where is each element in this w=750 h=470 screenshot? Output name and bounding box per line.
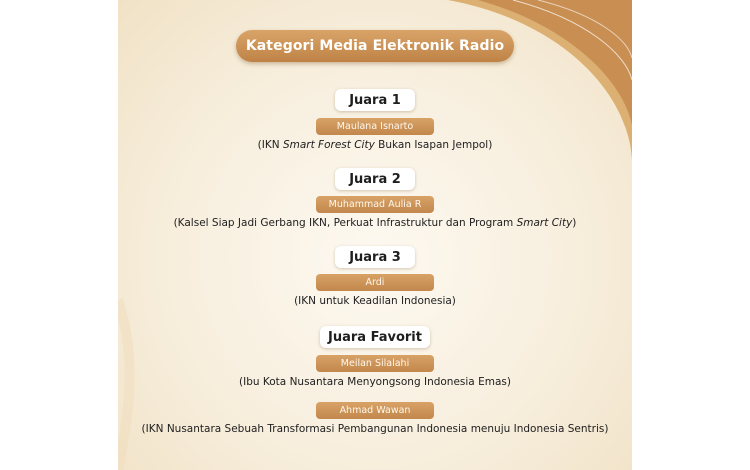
rank-badge-juara-1: Juara 1 — [335, 89, 415, 111]
winner-name-juara-2: Muhammad Aulia R — [316, 196, 434, 213]
rank-badge-juara-2: Juara 2 — [335, 168, 415, 190]
award-poster — [118, 0, 632, 470]
winner-name-favorit-1: Meilan Silalahi — [316, 355, 434, 372]
winner-name-juara-3: Ardi — [316, 274, 434, 291]
work-title-favorit-1: (Ibu Kota Nusantara Menyongsong Indonesia Emas) — [239, 376, 511, 388]
rank-badge-juara-favorit: Juara Favorit — [320, 326, 430, 348]
work-title-juara-1: (IKN Smart Forest City Bukan Isapan Jempol) — [257, 139, 493, 151]
winner-name-juara-1: Maulana Isnarto — [316, 118, 434, 135]
work-title-favorit-2: (IKN Nusantara Sebuah Transformasi Pembangunan Indonesia menuju Indonesia Sentris) — [141, 423, 609, 435]
category-title: Kategori Media Elektronik Radio — [236, 30, 514, 62]
work-title-juara-3: (IKN untuk Keadilan Indonesia) — [294, 295, 456, 307]
gold-swoosh-decoration — [118, 0, 632, 470]
winner-name-favorit-2: Ahmad Wawan — [316, 402, 434, 419]
rank-badge-juara-3: Juara 3 — [335, 246, 415, 268]
work-title-juara-2: (Kalsel Siap Jadi Gerbang IKN, Perkuat Infrastruktur dan Program Smart City) — [173, 217, 577, 229]
